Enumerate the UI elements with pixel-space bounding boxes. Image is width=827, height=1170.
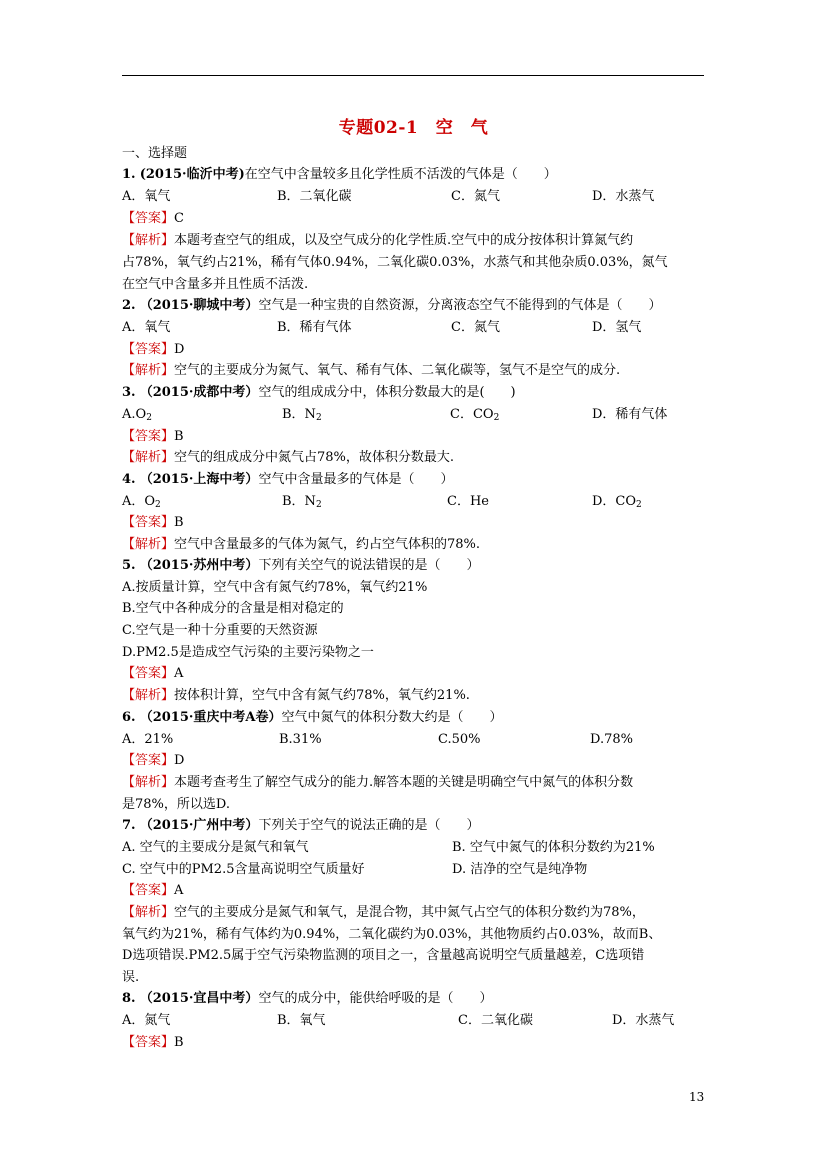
answer-value: B	[174, 429, 184, 444]
section-heading: 一、选择题	[122, 146, 188, 161]
option-c: C．氮气	[451, 189, 500, 204]
option-a: A．$O_2$	[122, 494, 161, 510]
question-4-options	[122, 492, 704, 512]
answer-value: C	[174, 211, 184, 226]
option-d: D. 洁净的空气是纯净物	[452, 862, 588, 877]
question-6-options	[122, 730, 704, 750]
question-source: （2015·成都中考）	[139, 385, 259, 400]
analysis-text: 本题考查空气的组成，以及空气成分的化学性质.空气中的成分按体积计算氮气约	[174, 233, 634, 248]
analysis-text: 按体积计算，空气中含有氮气约78%，氧气约21%.	[174, 688, 470, 703]
option-b: B.空气中各种成分的含量是相对稳定的	[122, 601, 344, 616]
question-4-stem	[122, 470, 453, 490]
question-7-stem	[122, 816, 479, 836]
option-c: C．氮气	[451, 320, 500, 335]
question-1-analysis-line-3: 在空气中含量多并且性质不活泼.	[122, 277, 309, 292]
question-3-stem	[122, 383, 516, 403]
option-c: C.50%	[438, 732, 481, 747]
question-source: （2015·广州中考）	[139, 818, 259, 833]
option-c: C．二氧化碳	[458, 1013, 533, 1028]
answer-tag: 【答案】	[122, 666, 175, 681]
option-a: A．氧气	[122, 320, 171, 335]
question-text: 空气是一种宝贵的自然资源，分离液态空气不能得到的气体是（ ）	[258, 298, 662, 313]
question-2-analysis	[122, 361, 620, 381]
analysis-tag: 【解析】	[122, 363, 175, 378]
answer-value: D	[174, 342, 185, 357]
question-3-answer	[122, 427, 184, 447]
option-a: A．21%	[122, 732, 174, 747]
question-1-analysis-line-1	[122, 231, 633, 251]
question-1-options	[122, 187, 704, 207]
question-source: （2015·重庆中考A卷）	[139, 710, 282, 725]
answer-value: A	[174, 883, 184, 898]
question-number: 2.	[122, 298, 136, 313]
question-2-answer	[122, 340, 184, 360]
option-b: B．氧气	[277, 1013, 326, 1028]
option-a: A. 空气的主要成分是氮气和氧气	[122, 840, 309, 855]
question-source: （2015·上海中考）	[139, 472, 259, 487]
question-5-analysis	[122, 686, 470, 706]
question-7-options-row-2	[122, 860, 704, 880]
analysis-text: 空气中含量最多的气体为氮气，约占空气体积的78%.	[174, 537, 481, 552]
question-3-analysis	[122, 448, 454, 468]
question-4-answer	[122, 513, 184, 533]
option-d: D.PM2.5是造成空气污染的主要污染物之一	[122, 645, 374, 660]
question-7-options-row-1	[122, 838, 704, 858]
option-a: A.按质量计算，空气中含有氮气约78%，氧气约21%	[122, 580, 428, 595]
option-c: C．He	[447, 494, 489, 509]
answer-value: B	[174, 515, 184, 530]
question-1-analysis-line-2: 占78%，氧气约占21%，稀有气体0.94%，二氧化碳0.03%，水蒸气和其他杂质0.03%，氮气	[122, 255, 668, 270]
question-text: 在空气中含量较多且化学性质不活泼的气体是（ ）	[244, 167, 557, 182]
question-5-stem	[122, 556, 479, 576]
question-number: 8.	[122, 991, 136, 1006]
question-7-answer	[122, 881, 183, 901]
question-7-analysis-line-4: 误.	[122, 970, 140, 985]
question-2-stem	[122, 296, 661, 316]
option-c: C.空气是一种十分重要的天然资源	[122, 623, 318, 638]
question-6-analysis-line-2: 是78%，所以选D.	[122, 797, 230, 812]
page-number: 13	[689, 1090, 705, 1104]
option-c: C．$CO_2$	[450, 407, 500, 423]
question-number: 3.	[122, 385, 136, 400]
question-number: 1.	[122, 167, 136, 182]
question-1-stem	[122, 165, 557, 185]
question-text: 下列有关空气的说法错误的是（ ）	[258, 558, 480, 573]
option-c: C. 空气中的PM2.5含量高说明空气质量好	[122, 862, 365, 877]
question-3-options	[122, 405, 704, 425]
option-d: D.78%	[590, 732, 633, 747]
question-4-analysis	[122, 535, 480, 555]
option-d: D．水蒸气	[612, 1013, 675, 1028]
question-5-answer	[122, 664, 183, 684]
option-d: D．氢气	[592, 320, 642, 335]
answer-tag: 【答案】	[122, 211, 175, 226]
question-text: 空气的成分中，能供给呼吸的是（ ）	[258, 991, 493, 1006]
analysis-tag: 【解析】	[122, 537, 175, 552]
question-number: 7.	[122, 818, 136, 833]
analysis-tag: 【解析】	[122, 450, 175, 465]
option-a: $A.O_2$	[122, 407, 152, 423]
question-text: 空气中氮气的体积分数大约是（ ）	[281, 710, 503, 725]
question-text: 空气的组成成分中，体积分数最大的是( )	[258, 385, 516, 400]
analysis-text: 空气的主要成分为氮气、氧气、稀有气体、二氧化碳等，氢气不是空气的成分.	[174, 363, 621, 378]
option-b: B. 空气中氮气的体积分数约为21%	[452, 840, 655, 855]
analysis-text: 空气的组成成分中氮气占78%，故体积分数最大.	[174, 450, 455, 465]
answer-tag: 【答案】	[122, 1035, 175, 1050]
question-8-options	[122, 1011, 704, 1031]
option-a: A．氧气	[122, 189, 171, 204]
option-a: A．氮气	[122, 1013, 171, 1028]
question-7-analysis-line-3: D选项错误.PM2.5属于空气污染物监测的项目之一，含量越高说明空气质量越差，C选项错	[122, 948, 645, 963]
question-1-answer	[122, 209, 184, 229]
header-rule	[122, 75, 704, 76]
question-number: 4.	[122, 472, 136, 487]
answer-tag: 【答案】	[122, 429, 175, 444]
option-d: D．水蒸气	[592, 189, 655, 204]
question-8-stem	[122, 989, 492, 1009]
question-text: 下列关于空气的说法正确的是（ ）	[258, 818, 480, 833]
question-number: 6.	[122, 710, 136, 725]
analysis-tag: 【解析】	[122, 688, 175, 703]
question-7-analysis-line-2: 氧气约为21%，稀有气体约为0.94%，二氧化碳约为0.03%，其他物质约占0.03%，故而B、	[122, 927, 662, 942]
question-7-analysis-line-1	[122, 903, 645, 923]
answer-tag: 【答案】	[122, 753, 175, 768]
analysis-tag: 【解析】	[122, 233, 175, 248]
question-8-answer	[122, 1033, 184, 1053]
answer-value: D	[174, 753, 185, 768]
question-number: 5.	[122, 558, 136, 573]
analysis-text: 空气的主要成分是氮气和氧气，是混合物，其中氮气占空气的体积分数约为78%，	[174, 905, 645, 920]
answer-value: B	[174, 1035, 184, 1050]
option-b: B．稀有气体	[277, 320, 352, 335]
question-source: （2015·苏州中考）	[139, 558, 259, 573]
question-source: （2015·宜昌中考）	[139, 991, 259, 1006]
option-b: B.31%	[279, 732, 322, 747]
option-b: B．二氧化碳	[277, 189, 352, 204]
question-6-stem	[122, 708, 503, 728]
question-source: (2015·临沂中考)	[139, 167, 245, 182]
option-d: D．稀有气体	[592, 407, 668, 422]
question-6-answer	[122, 751, 184, 771]
question-6-analysis-line-1	[122, 773, 633, 793]
answer-tag: 【答案】	[122, 883, 175, 898]
option-d: D．$CO_2$	[592, 494, 642, 510]
answer-value: A	[174, 666, 184, 681]
question-source: （2015·聊城中考）	[139, 298, 259, 313]
answer-tag: 【答案】	[122, 515, 175, 530]
page-title: 专题02-1 空 气	[338, 118, 489, 138]
analysis-tag: 【解析】	[122, 775, 175, 790]
option-b: B．$N_2$	[282, 407, 322, 423]
analysis-tag: 【解析】	[122, 905, 175, 920]
question-2-options	[122, 318, 704, 338]
analysis-text: 本题考查考生了解空气成分的能力.解答本题的关键是明确空气中氮气的体积分数	[174, 775, 634, 790]
option-b: B．$N_2$	[282, 494, 322, 510]
question-text: 空气中含量最多的气体是（ ）	[258, 472, 454, 487]
answer-tag: 【答案】	[122, 342, 175, 357]
